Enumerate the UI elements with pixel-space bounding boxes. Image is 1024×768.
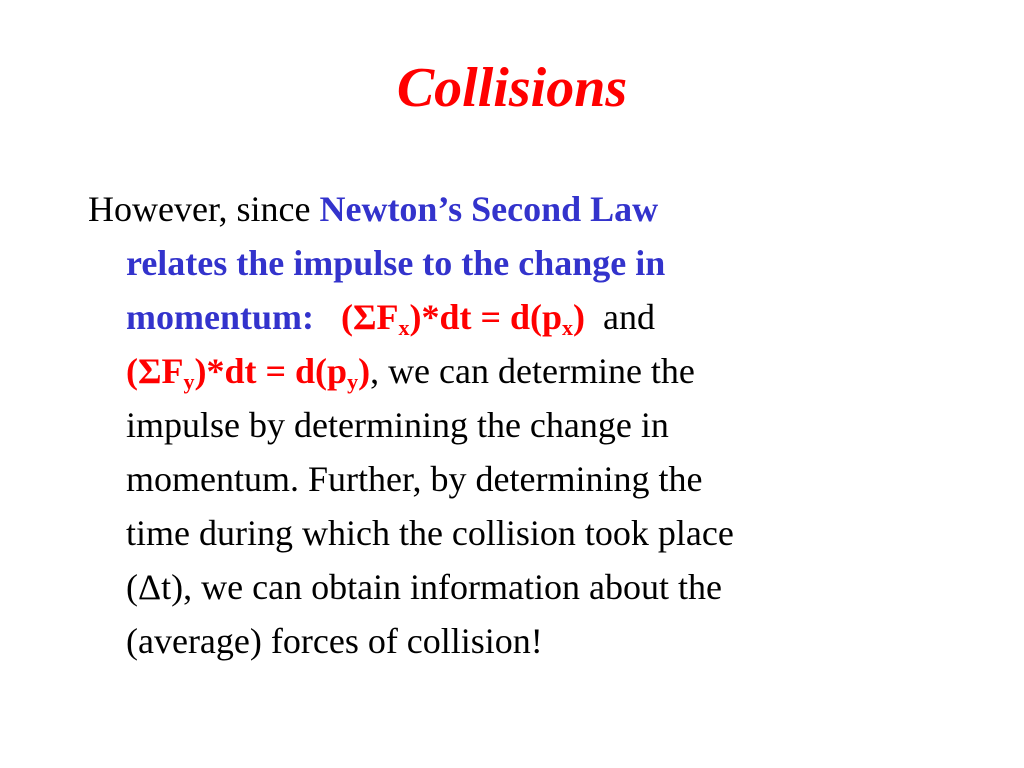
equation-y-part-c: ): [358, 351, 371, 391]
body-line-9: (average) forces of collision!: [126, 621, 543, 661]
equation-x-part-a: (ΣF: [340, 297, 399, 337]
equation-y-subscript-1: y: [183, 369, 195, 394]
body-line-5: impulse by determining the change in: [126, 405, 669, 445]
law-line-1: Newton’s Second Law: [319, 189, 659, 229]
body-line-7: time during which the collision took place: [126, 513, 734, 553]
equation-x-part-c: ): [573, 297, 586, 337]
body-line-6: momentum. Further, by determining the: [126, 459, 703, 499]
after-equation-text: , we can determine the: [370, 351, 695, 391]
equation-y-part-b: )*dt = d(p: [194, 351, 348, 391]
equation-x-subscript-1: x: [398, 315, 410, 340]
body-line-8: (Δt), we can obtain information about the: [126, 567, 722, 607]
equation-y-part-a: (ΣF: [126, 351, 184, 391]
equation-x-part-b: )*dt = d(p: [409, 297, 563, 337]
law-line-2: relates the impulse to the change in: [126, 243, 666, 283]
law-line-3: momentum:: [126, 297, 314, 337]
intro-text: However, since: [88, 189, 320, 229]
equation-x: [340, 297, 586, 340]
slide-title: Collisions: [396, 57, 628, 119]
equation-y: [126, 351, 371, 394]
equation-y-subscript-2: y: [347, 369, 359, 394]
and-text: and: [603, 297, 656, 337]
slide-body-paragraph: [88, 182, 926, 668]
equation-x-subscript-2: x: [562, 315, 574, 340]
